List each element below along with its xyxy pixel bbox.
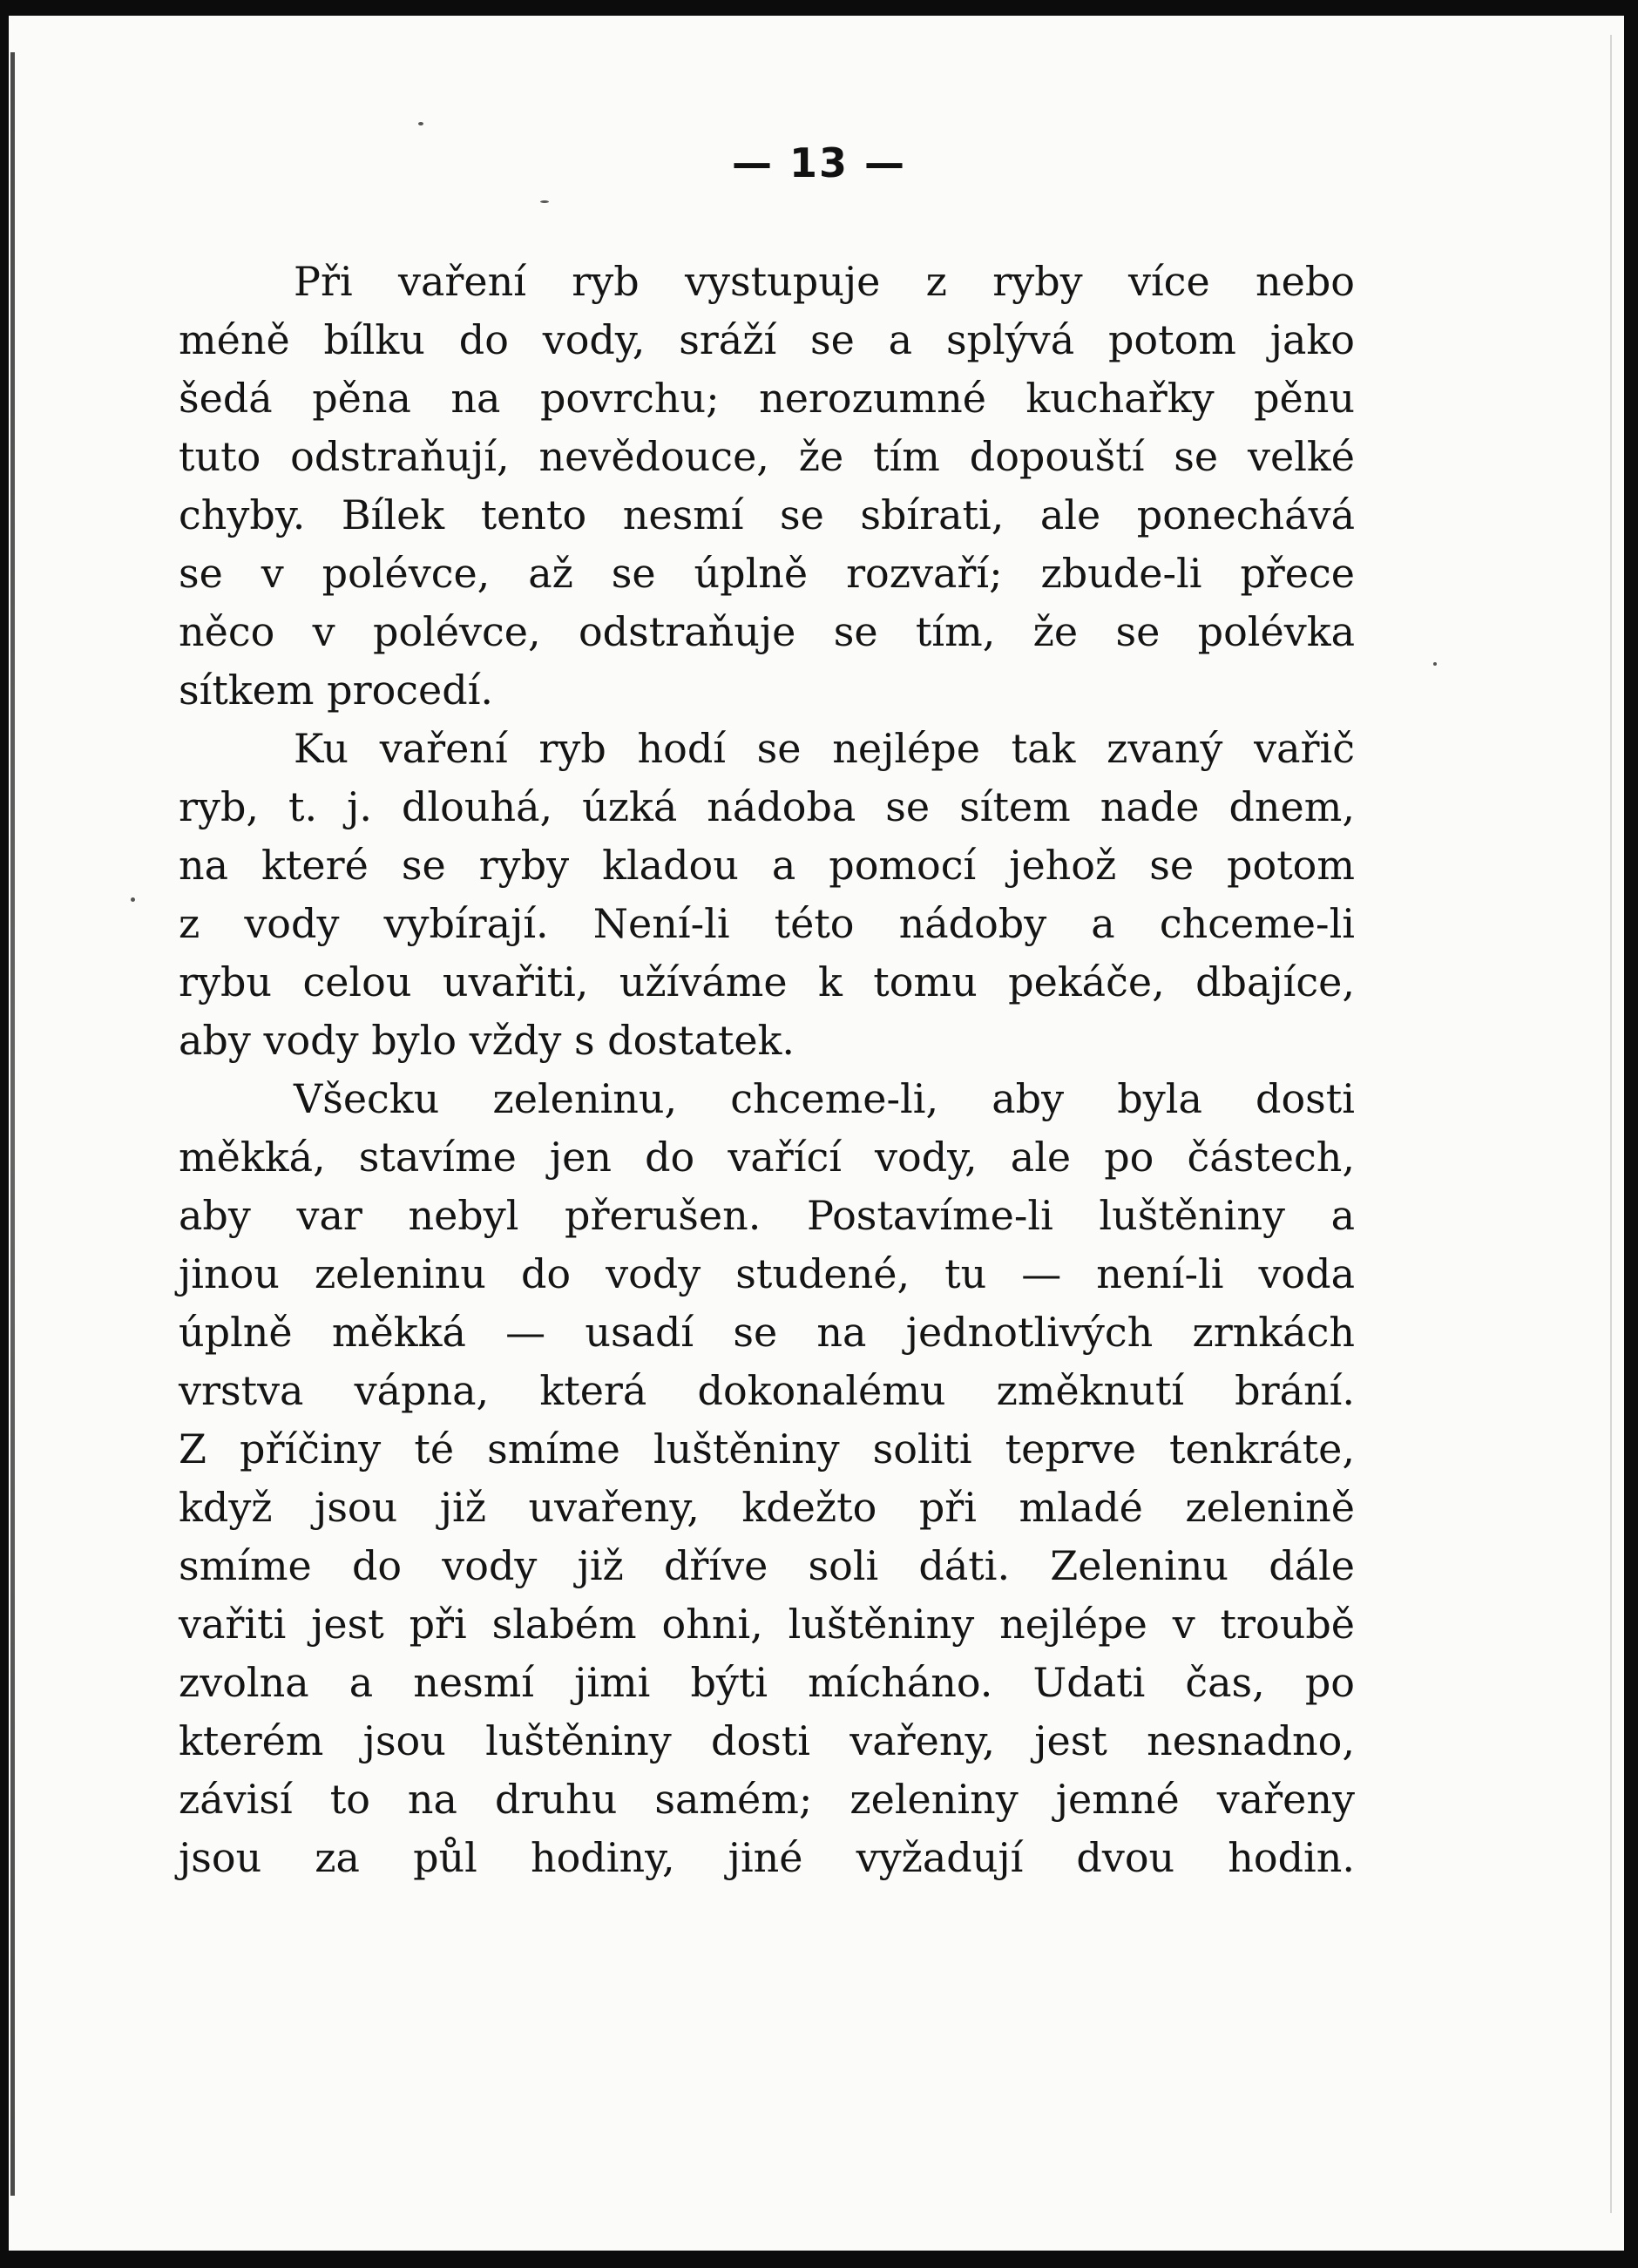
text-line: se v polévce, až se úplně rozvaří; zbude-li přece — [179, 550, 1355, 597]
page-right-edge — [1610, 35, 1612, 2213]
text-line: něco v polévce, odstraňuje se tím, že se polévka — [179, 608, 1355, 655]
text-line: méně bílku do vody, sráží se a splývá potom jako — [179, 316, 1355, 363]
text-line: zvolna a nesmí jimi býti mícháno. Udati čas, po — [179, 1659, 1355, 1706]
text-line: tuto odstraňují, nevědouce, že tím dopouští se velké — [179, 433, 1355, 480]
paragraph-2 — [179, 720, 1355, 1070]
print-speck — [418, 122, 423, 125]
text-line: z vody vybírají. Není-li této nádoby a chceme-li — [179, 900, 1355, 947]
text-line: vařiti jest při slabém ohni, luštěniny nejlépe v troubě — [179, 1601, 1355, 1648]
print-speck — [131, 897, 135, 902]
text-line: jinou zeleninu do vody studené, tu — není-li voda — [179, 1250, 1355, 1297]
paragraph-1 — [179, 253, 1355, 720]
print-speck — [1433, 662, 1437, 666]
text-line: smíme do vody již dříve soli dáti. Zeleninu dále — [179, 1542, 1355, 1589]
text-line: Ku vaření ryb hodí se nejlépe tak zvaný vařič — [294, 725, 1355, 772]
text-line: rybu celou uvařiti, užíváme k tomu pekáče, dbajíce, — [179, 958, 1355, 1005]
print-speck — [540, 200, 549, 203]
text-line: když jsou již uvařeny, kdežto při mladé zelenině — [179, 1484, 1355, 1531]
text-line: aby vody bylo vždy s dostatek. — [179, 1017, 795, 1064]
text-line: chyby. Bílek tento nesmí se sbírati, ale ponechává — [179, 491, 1355, 538]
text-line: kterém jsou luštěniny dosti vařeny, jest nesnadno, — [179, 1717, 1355, 1764]
text-line: Z příčiny té smíme luštěniny soliti teprve tenkráte, — [179, 1425, 1355, 1473]
text-line: měkká, stavíme jen do vařící vody, ale po částech, — [179, 1134, 1355, 1181]
text-line: Všecku zeleninu, chceme-li, aby byla dosti — [294, 1075, 1355, 1122]
text-line: závisí to na druhu samém; zeleniny jemné vařeny — [179, 1776, 1355, 1823]
text-line: vrstva vápna, která dokonalému změknutí brání. — [179, 1367, 1355, 1414]
page-binding-edge — [10, 52, 15, 2196]
text-line: jsou za půl hodiny, jiné vyžadují dvou hodin. — [179, 1834, 1355, 1881]
page-body — [179, 253, 1355, 1887]
text-line: sítkem procedí. — [179, 667, 494, 714]
text-line: na které se ryby kladou a pomocí jehož se potom — [179, 842, 1355, 889]
text-line: šedá pěna na povrchu; nerozumné kuchařky pěnu — [179, 375, 1355, 422]
text-line: aby var nebyl přerušen. Postavíme-li luštěniny a — [179, 1192, 1355, 1239]
text-line: Při vaření ryb vystupuje z ryby více nebo — [294, 258, 1355, 305]
text-line: ryb, t. j. dlouhá, úzká nádoba se sítem nade dnem, — [179, 783, 1355, 830]
page-number: — 13 — — [731, 139, 907, 186]
paragraph-3 — [179, 1070, 1355, 1887]
text-line: úplně měkká — usadí se na jednotlivých zrnkách — [179, 1309, 1355, 1356]
